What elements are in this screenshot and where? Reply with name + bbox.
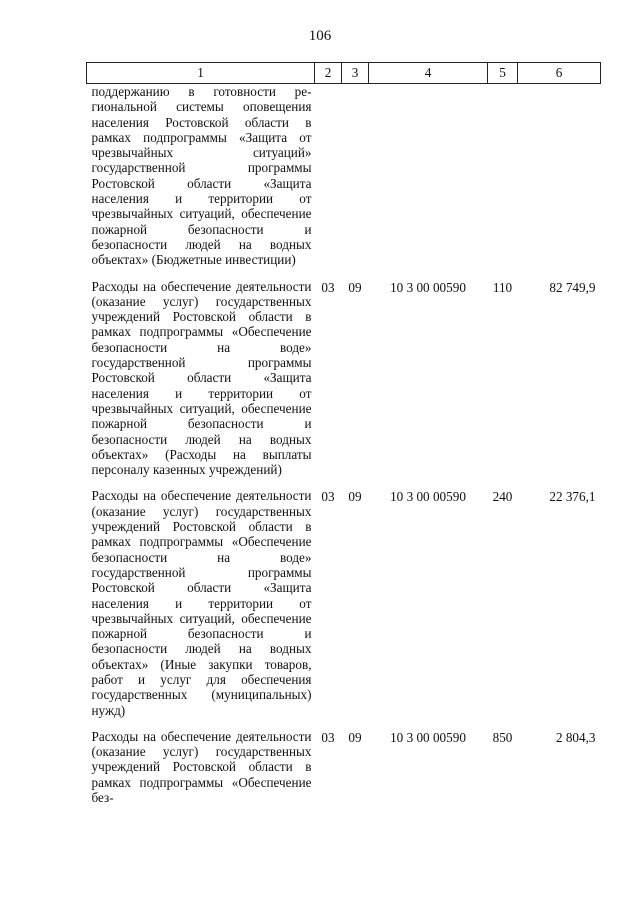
row-description: Расходы на обеспечение деятельности (оказание услуг) государственных учреждений Ростовской области в рамках подпрограммы «Обеспечение безопасности на воде» государственной программы Ростовской области «Защита населения и территории от чрезвычайных ситуаций, обеспечение пожарной безопасности и безопасности людей на водных объектах» (Расходы на выплаты персоналу казенных учреждений) [91, 278, 312, 478]
row-subsection: 09 [348, 279, 362, 295]
row-section [315, 84, 342, 268]
row-description: Расходы на обеспечение деятельности (оказание услуг) государственных учреждений Ростовской области в рамках подпрограммы «Обеспечение без- [91, 728, 312, 806]
row-subsection: 09 [348, 729, 362, 745]
row-target-code: 10 3 00 00590 [390, 729, 466, 745]
header-col-6: 6 [518, 63, 601, 84]
row-section: 03 [321, 729, 335, 745]
row-subsection: 09 [348, 489, 362, 505]
table-row [87, 477, 601, 717]
row-target-code: 10 3 00 00590 [390, 489, 466, 505]
row-expense-type: 110 [492, 279, 513, 295]
row-section: 03 [321, 489, 335, 505]
header-col-2: 2 [315, 63, 342, 84]
row-target-code: 10 3 00 00590 [390, 279, 466, 295]
budget-table [86, 62, 601, 805]
row-expense-type: 850 [492, 729, 513, 745]
header-col-4: 4 [369, 63, 488, 84]
header-col-5: 5 [488, 63, 518, 84]
table-row [87, 718, 601, 805]
row-amount [518, 84, 601, 268]
table-row [87, 84, 601, 268]
row-expense-type: 240 [492, 489, 513, 505]
page-number: 106 [308, 28, 332, 44]
table-header-row [87, 63, 601, 84]
row-amount: 82 749,9 [549, 279, 596, 295]
header-col-3: 3 [342, 63, 369, 84]
row-description: Расходы на обеспечение деятельности (оказание услуг) государственных учреждений Ростовской области в рамках подпрограммы «Обеспечение безопасности на воде» государственной программы Ростовской области «Защита населения и территории от чрезвычайных ситуаций, обеспечение пожарной безопасности и безопасности людей на водных объектах» (Иные закупки товаров, работ и услуг для обеспечения государственных (муниципальных) нужд) [91, 488, 312, 718]
row-subsection [342, 84, 369, 268]
row-description: поддержанию в готовности ре-гиональной системы оповещения населения Ростовской области в рамках подпрограммы «Защита от чрезвычайных ситуаций» государственной программы Ростовской области «Защита населения и территории от чрезвычайных ситуаций, обеспечение пожарной безопасности и безопасности людей на водных объектах» (Бюджетные инвестиции) [91, 84, 312, 268]
table-row [87, 268, 601, 478]
row-amount: 22 376,1 [549, 489, 596, 505]
row-section: 03 [321, 279, 335, 295]
row-amount: 2 804,3 [555, 729, 596, 745]
header-col-1: 1 [87, 63, 315, 84]
row-target-code [369, 84, 488, 268]
row-expense-type [488, 84, 518, 268]
